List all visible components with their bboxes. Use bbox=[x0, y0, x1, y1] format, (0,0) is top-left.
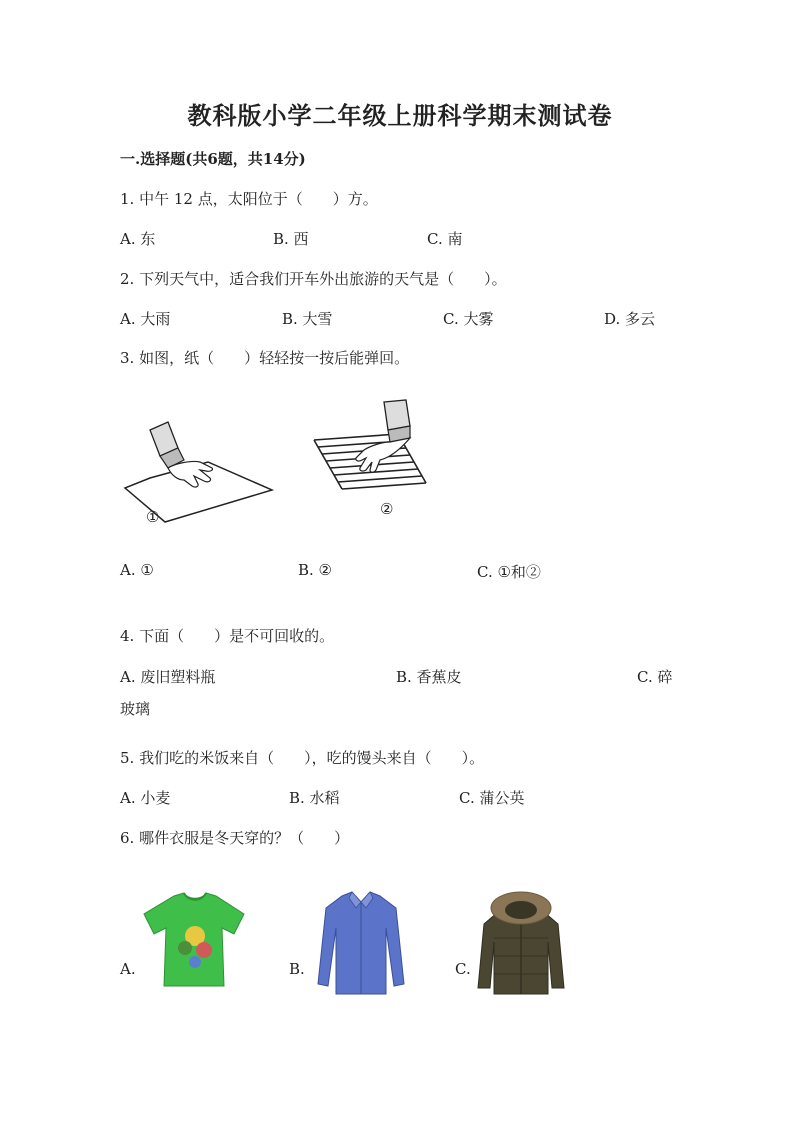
figure-label-1: ① bbox=[146, 508, 160, 526]
q2-option-d[interactable]: D. 多云 bbox=[604, 310, 656, 328]
q1-option-c[interactable]: C. 南 bbox=[427, 230, 463, 248]
tshirt-image[interactable] bbox=[140, 890, 250, 990]
question-2: 2. 下列天气中，适合我们开车外出旅游的天气是（ ）。 bbox=[120, 270, 507, 288]
q2-option-a[interactable]: A. 大雨 bbox=[120, 310, 171, 328]
q1-option-a[interactable]: A. 东 bbox=[120, 230, 156, 248]
question-3: 3. 如图，纸（ ）轻轻按一按后能弹回。 bbox=[120, 349, 410, 367]
question-4: 4. 下面（ ）是不可回收的。 bbox=[120, 627, 335, 645]
q4-option-b[interactable]: B. 香蕉皮 bbox=[396, 668, 462, 686]
q3-option-b[interactable]: B. ② bbox=[298, 561, 333, 579]
q4-option-a[interactable]: A. 废旧塑料瓶 bbox=[120, 668, 216, 686]
folded-paper-figure bbox=[306, 398, 456, 498]
q5-option-b[interactable]: B. 水稻 bbox=[289, 789, 340, 807]
section-title: 一.选择题(共6题，共14分) bbox=[120, 150, 306, 168]
q6-option-a[interactable]: A. bbox=[120, 960, 136, 978]
question-1: 1. 中午 12 点，太阳位于（ ）方。 bbox=[120, 190, 378, 208]
q6-option-c[interactable]: C. bbox=[455, 960, 471, 978]
figure-label-2: ② bbox=[380, 500, 394, 518]
flat-paper-figure bbox=[120, 420, 280, 530]
question-6: 6. 哪件衣服是冬天穿的？（ ） bbox=[120, 829, 350, 847]
q3-option-a[interactable]: A. ① bbox=[120, 561, 154, 579]
dress-shirt-image[interactable] bbox=[316, 888, 406, 998]
q2-option-c[interactable]: C. 大雾 bbox=[443, 310, 494, 328]
q5-option-a[interactable]: A. 小麦 bbox=[120, 789, 171, 807]
q4-option-c-continued: 玻璃 bbox=[120, 700, 151, 718]
q2-option-b[interactable]: B. 大雪 bbox=[282, 310, 333, 328]
q4-option-c[interactable]: C. 碎 bbox=[637, 668, 673, 686]
page-title: 教科版小学二年级上册科学期末测试卷 bbox=[187, 101, 613, 130]
q5-option-c[interactable]: C. 蒲公英 bbox=[459, 789, 525, 807]
q1-option-b[interactable]: B. 西 bbox=[273, 230, 309, 248]
question-5: 5. 我们吃的米饭来自（ ），吃的馒头来自（ ）。 bbox=[120, 749, 485, 767]
q3-option-c[interactable]: C. ①和② bbox=[477, 563, 541, 581]
q6-option-b[interactable]: B. bbox=[289, 960, 305, 978]
winter-jacket-image[interactable] bbox=[476, 888, 566, 998]
